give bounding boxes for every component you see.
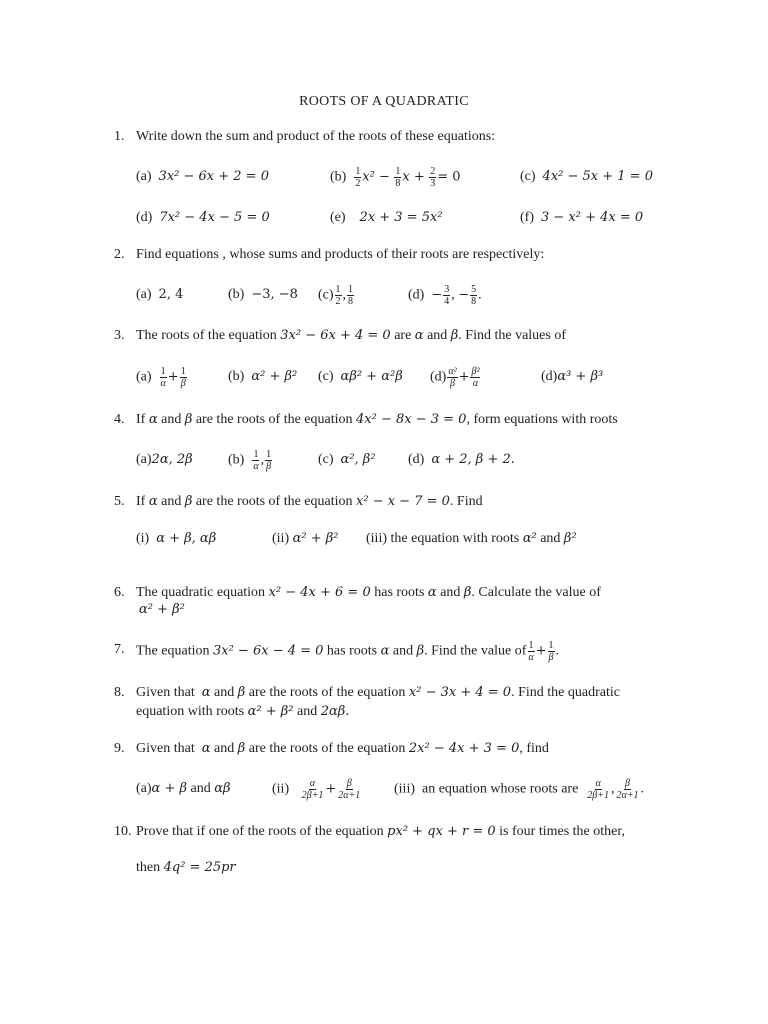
question-number: 5.	[114, 494, 125, 509]
q2-part-c: (c) $\frac{1}{2}$ , $\frac{1}{8}$	[318, 284, 354, 307]
question-number: 1.	[114, 129, 125, 144]
question-number: 2.	[114, 247, 125, 262]
question-number: 4.	[114, 412, 125, 427]
q3-part-a: (a) $\frac{1}{\alpha}$ + $\frac{1}{\beta}$	[136, 366, 186, 389]
q9-part-a: (a)α + β and αβ	[136, 781, 231, 796]
question-text: Prove that if one of the roots of the equation px² + qx + r = 0 is four times the other,	[136, 824, 625, 839]
q1-part-f: (f) 3 − x² + 4x = 0	[520, 210, 644, 225]
equation: 3x² − 6x + 2 = 0	[158, 169, 269, 184]
question-text: Given that α and β are the roots of the equation x² − 3x + 4 = 0. Find the quadratic	[136, 685, 620, 700]
equation: 3 − x² + 4x = 0	[541, 210, 644, 225]
question-text: Find equations , whose sums and products of their roots are respectively:	[136, 247, 545, 262]
fraction: $\frac{1}{2}$	[355, 166, 361, 189]
question-text: If α and β are the roots of the equation 4x² − 8x − 3 = 0, form equations with roots	[136, 412, 618, 427]
equation: 7x² − 4x − 5 = 0	[159, 210, 270, 225]
question-1	[114, 128, 125, 146]
q2-part-d: (d) − $\frac{3}{4}$ , − $\frac{5}{8}$ .	[408, 284, 482, 307]
question-text: The quadratic equation x² − 4x + 6 = 0 has roots α and β. Calculate the value of	[136, 585, 601, 600]
q2-part-b: (b) −3, −8	[228, 287, 298, 302]
equation: 4x² − 5x + 1 = 0	[542, 169, 653, 184]
question-text-line2: then 4q² = 25pr	[136, 860, 236, 875]
q4-part-a: (a)2α, 2β	[136, 452, 193, 467]
q4-part-b: (b) $\frac{1}{\alpha}$ , $\frac{1}{\beta}$	[228, 449, 272, 472]
question-text-line2: equation with roots α² + β² and 2αβ.	[136, 704, 350, 719]
fraction: $\frac{2}{3}$	[430, 166, 436, 189]
question-number: 7.	[114, 642, 125, 657]
q1-part-e: (e) 2x + 3 = 5x²	[330, 210, 443, 225]
q3-part-d: (d) $\frac{\text{α²}}{\beta}$ + $\frac{\text{β²}}{\alpha}$	[430, 366, 480, 389]
q9-part-ii: (ii) $\frac{\alpha}{2\beta+1}$ + $\frac{\beta}{2\alpha+1}$	[272, 778, 361, 801]
question-text: If α and β are the roots of the equation x² − x − 7 = 0. Find	[136, 494, 483, 509]
question-number: 10.	[114, 824, 132, 839]
question-text: Given that α and β are the roots of the equation 2x² − 4x + 3 = 0, find	[136, 741, 549, 756]
question-text: Write down the sum and product of the roots of these equations:	[136, 129, 496, 144]
q3-part-b: (b) α² + β²	[228, 369, 298, 384]
q4-part-d: (d) α + 2, β + 2.	[408, 452, 515, 467]
q3-part-d2: (d)α³ + β³	[541, 369, 604, 384]
question-number: 3.	[114, 328, 125, 343]
equation: 2x + 3 = 5x²	[359, 210, 443, 225]
question-text-line2: α² + β²	[139, 602, 185, 617]
question-number: 9.	[114, 741, 125, 756]
page-title: ROOTS OF A QUADRATIC	[299, 94, 469, 109]
q1-part-d: (d) 7x² − 4x − 5 = 0	[136, 210, 270, 225]
q1-part-b: (b) $\frac{1}{2}$ x² − $\frac{1}{8}$ x + $\frac{2}{3}$ = 0	[330, 166, 461, 189]
q9-part-iii: (iii) an equation whose roots are $\frac{\alpha}{2\beta+1}$ , $\frac{\beta}{2\alpha+1}$ .	[394, 778, 645, 801]
question-text: The equation 3x² − 6x − 4 = 0 has roots α and β. Find the value of $\frac{1}{\alpha}$ + $\frac{1}{\beta}$ .	[136, 640, 560, 663]
q5-part-i: (i) α + β, αβ	[136, 531, 217, 546]
fraction: $\frac{1}{8}$	[395, 166, 401, 189]
question-number: 6.	[114, 585, 125, 600]
q2-part-a: (a) 2, 4	[136, 287, 184, 302]
q3-part-c: (c) αβ² + α²β	[318, 369, 403, 384]
q1-part-a: (a) 3x² − 6x + 2 = 0	[136, 169, 269, 184]
q5-part-ii: (ii) α² + β²	[272, 531, 339, 546]
q1-part-c: (c) 4x² − 5x + 1 = 0	[520, 169, 653, 184]
q4-part-c: (c) α², β²	[318, 452, 376, 467]
question-number: 8.	[114, 685, 125, 700]
question-text: The roots of the equation 3x² − 6x + 4 = 0 are α and β. Find the values of	[136, 328, 567, 343]
q5-part-iii: (iii) the equation with roots α² and β²	[366, 531, 577, 546]
